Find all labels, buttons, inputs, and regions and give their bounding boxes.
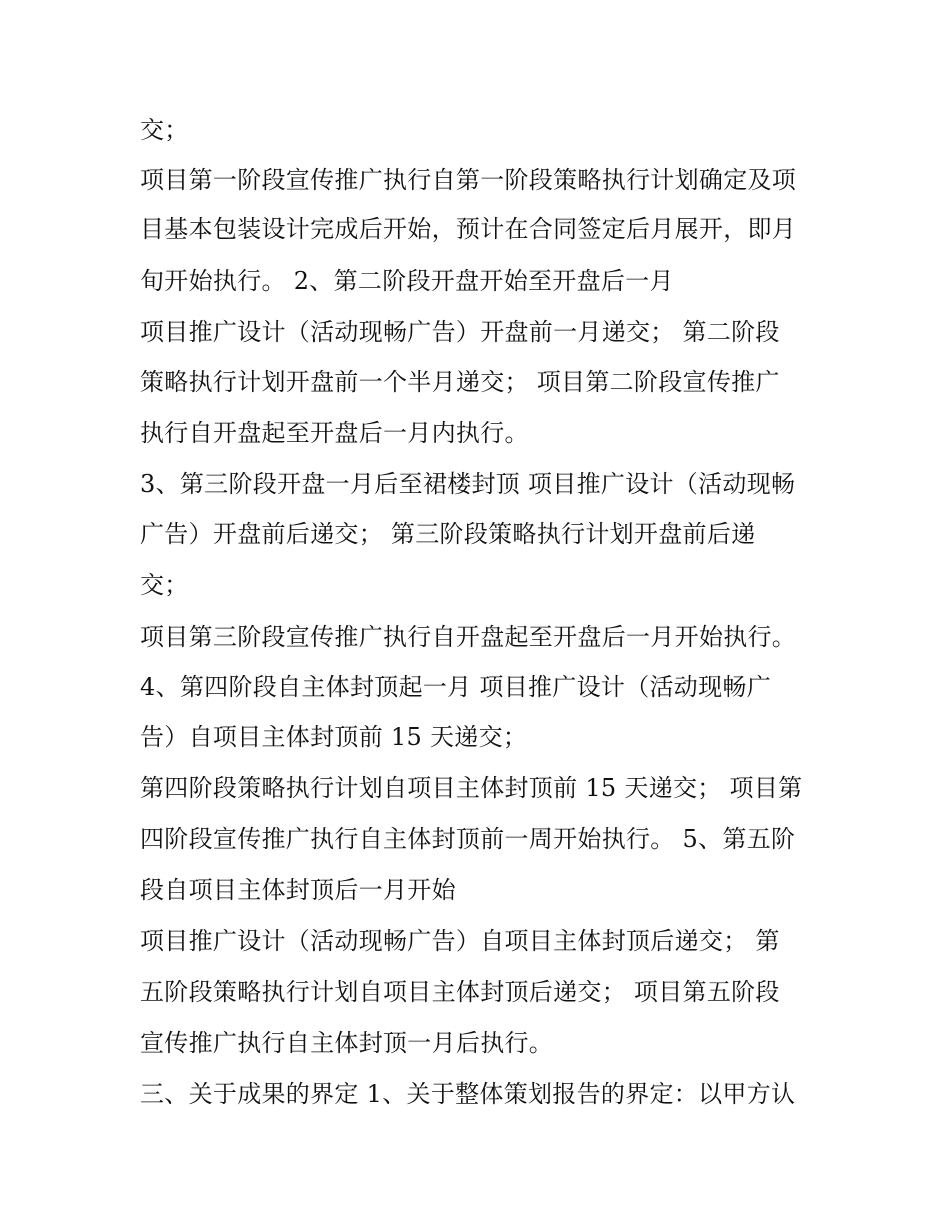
text-line: 段自项目主体封顶后一月开始: [140, 876, 456, 904]
text-line: 目基本包装设计完成后开始，预计在合同签定后月展开，即月: [140, 215, 797, 243]
text-line: 项目推广设计（活动现畅广告）自项目主体封顶后递交； 第: [140, 927, 780, 955]
text-line: 执行自开盘起至开盘后一月内执行。: [140, 419, 529, 447]
text-line: 宣传推广执行自主体封顶一月后执行。: [140, 1029, 554, 1057]
text-line: 旬开始执行。 2、第二阶段开盘开始至开盘后一月: [140, 267, 674, 295]
text-line: 三、关于成果的界定 1、关于整体策划报告的界定：以甲方认: [140, 1080, 796, 1108]
text-line: 第四阶段策略执行计划自项目主体封顶前 15 天递交； 项目第: [140, 774, 803, 802]
text-line: 交；: [140, 571, 189, 599]
text-line: 告）自项目主体封顶前 15 天递交；: [140, 723, 528, 751]
text-line: 四阶段宣传推广执行自主体封顶前一周开始执行。 5、第五阶: [140, 825, 796, 853]
text-line: 项目第一阶段宣传推广执行自第一阶段策略执行计划确定及项: [140, 166, 797, 194]
text-line: 交；: [140, 116, 189, 144]
text-line: 4、第四阶段自主体封顶起一月 项目推广设计（活动现畅广: [140, 673, 771, 701]
text-line: 3、第三阶段开盘一月后至裙楼封顶 项目推广设计（活动现畅: [140, 470, 796, 498]
text-line: 策略执行计划开盘前一个半月递交； 项目第二阶段宣传推广: [140, 368, 780, 396]
text-line: 项目推广设计（活动现畅广告）开盘前一月递交； 第二阶段: [140, 318, 780, 346]
text-line: 广告）开盘前后递交； 第三阶段策略执行计划开盘前后递: [140, 520, 756, 548]
text-line: 五阶段策略执行计划自项目主体封顶后递交； 项目第五阶段: [140, 978, 780, 1006]
text-line: 项目第三阶段宣传推广执行自开盘起至开盘后一月开始执行。: [140, 623, 797, 651]
